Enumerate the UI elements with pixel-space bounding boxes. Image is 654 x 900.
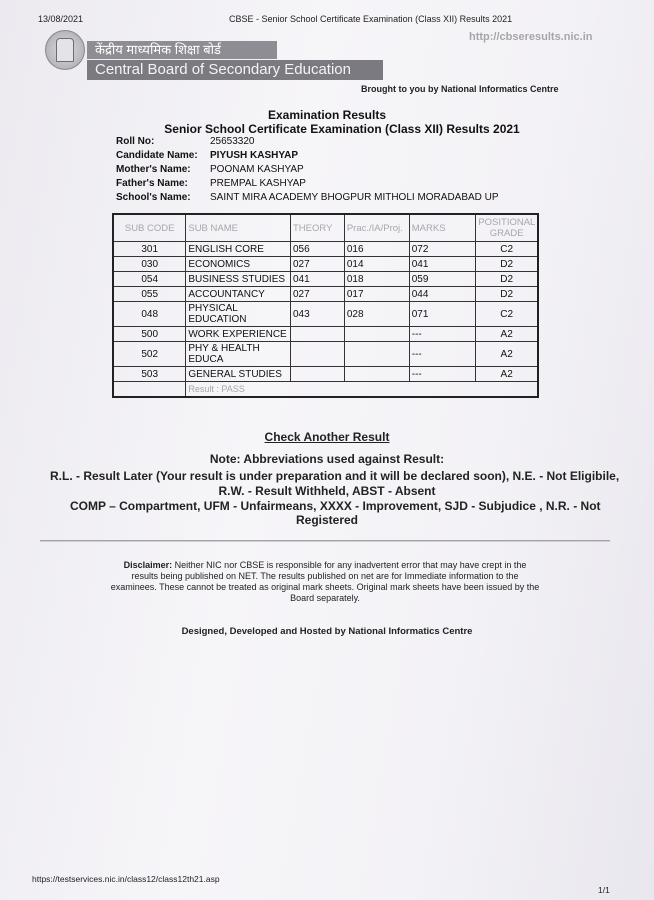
theory-cell: 027 [290,257,344,272]
practical-cell: 028 [344,302,409,327]
theory-cell: 041 [290,272,344,287]
check-another-result-link[interactable]: Check Another Result [264,430,390,444]
grade-cell: D2 [476,272,538,287]
sub-code-cell: 030 [113,257,186,272]
marks-cell: --- [409,342,476,367]
abbreviations-line-1: R.L. - Result Later (Your result is under preparation and it will be declared soon), N.E. - Not Eligibile, [50,469,620,483]
practical-cell [344,342,409,367]
print-footer-url: https://testservices.nic.in/class12/class12th21.asp [32,874,220,884]
candidate-name-value: PIYUSH KASHYAP [210,150,298,161]
header-sub-code: SUB CODE [113,214,186,242]
disclaimer [110,560,540,604]
sub-code-cell: 503 [113,367,186,382]
marks-cell: --- [409,367,476,382]
table-row [113,287,538,302]
sub-code-cell: 301 [113,242,186,257]
disclaimer-text: Neither NIC nor CBSE is responsible for any inadvertent error that may have crept in the results being published on NET. The results published on net are for Immediate information to the examinees. These cannot be treated as original mark sheets. Original mark sheets have been issued by the Board separately. [110,560,540,603]
theory-cell: 056 [290,242,344,257]
table-row [113,327,538,342]
board-name-hindi: केंद्रीय माध्यमिक शिक्षा बोर्ड [87,41,277,59]
marks-cell: 072 [409,242,476,257]
practical-cell: 017 [344,287,409,302]
practical-cell: 018 [344,272,409,287]
theory-cell [290,367,344,382]
marks-cell: 059 [409,272,476,287]
site-url[interactable]: http://cbseresults.nic.in [469,31,593,43]
disclaimer-label: Disclaimer: [123,560,173,570]
marks-table-header [113,214,538,242]
sub-name-cell: ENGLISH CORE [186,242,291,257]
theory-cell [290,342,344,367]
school-name-value: SAINT MIRA ACADEMY BHOGPUR MITHOLI MORADABAD UP [210,192,499,203]
sub-code-cell: 055 [113,287,186,302]
grade-cell: A2 [476,327,538,342]
exam-results-heading: Examination Results [267,108,387,122]
abbreviations-heading: Note: Abbreviations used against Result: [209,452,445,466]
table-row [113,302,538,327]
sub-name-cell: ECONOMICS [186,257,291,272]
header-marks: MARKS [409,214,476,242]
sub-code-cell: 054 [113,272,186,287]
marks-cell: 041 [409,257,476,272]
header-positional-grade: POSITIONAL GRADE [476,214,538,242]
mother-name-value: POONAM KASHYAP [210,164,304,175]
mother-name-label: Mother's Name: [116,164,191,175]
grade-cell: C2 [476,302,538,327]
candidate-name-label: Candidate Name: [116,150,198,161]
sub-name-cell: WORK EXPERIENCE [186,327,291,342]
sub-name-cell: GENERAL STUDIES [186,367,291,382]
theory-cell: 043 [290,302,344,327]
practical-cell [344,367,409,382]
sub-code-cell: 500 [113,327,186,342]
practical-cell: 016 [344,242,409,257]
table-row [113,272,538,287]
theory-cell [290,327,344,342]
abbreviations-line-2: R.W. - Result Withheld, ABST - Absent [218,484,436,498]
table-row [113,367,538,382]
grade-cell: A2 [476,367,538,382]
print-page-number: 1/1 [598,885,610,895]
print-page-title: CBSE - Senior School Certificate Examination (Class XII) Results 2021 [229,14,513,24]
header-practical: Prac./IA/Proj. [344,214,409,242]
marks-cell: 071 [409,302,476,327]
grade-cell: D2 [476,257,538,272]
table-row [113,342,538,367]
divider [40,540,610,542]
roll-value: 25653320 [210,136,255,147]
sub-name-cell: BUSINESS STUDIES [186,272,291,287]
marks-table [112,213,539,398]
cbse-emblem-icon [45,30,85,70]
grade-cell: D2 [476,287,538,302]
table-row [113,257,538,272]
credits-text: Designed, Developed and Hosted by National Informatics Centre [181,626,473,637]
abbreviations-line-4: Registered [295,513,359,527]
board-name-english: Central Board of Secondary Education [87,60,383,80]
roll-label: Roll No: [116,136,155,147]
sub-name-cell: ACCOUNTANCY [186,287,291,302]
exam-name-heading: Senior School Certificate Examination (Class XII) Results 2021 [164,122,520,136]
header-sub-name: SUB NAME [186,214,291,242]
table-row [113,242,538,257]
abbreviations-line-3: COMP – Compartment, UFM - Unfairmeans, XXXX - Improvement, SJD - Subjudice , N.R. - Not [70,499,601,513]
grade-cell: C2 [476,242,538,257]
brought-by-text: Brought to you by National Informatics Centre [361,84,559,94]
father-name-value: PREMPAL KASHYAP [210,178,306,189]
grade-cell: A2 [476,342,538,367]
result-status: Result : PASS [186,382,538,398]
theory-cell: 027 [290,287,344,302]
result-spacer-cell [113,382,186,398]
sub-name-cell: PHY & HEALTH EDUCA [186,342,291,367]
sub-code-cell: 048 [113,302,186,327]
sub-code-cell: 502 [113,342,186,367]
school-name-label: School's Name: [116,192,191,203]
practical-cell: 014 [344,257,409,272]
result-row [113,382,538,398]
sub-name-cell: PHYSICAL EDUCATION [186,302,291,327]
header-theory: THEORY [290,214,344,242]
practical-cell [344,327,409,342]
marks-cell: 044 [409,287,476,302]
father-name-label: Father's Name: [116,178,188,189]
marks-cell: --- [409,327,476,342]
print-date: 13/08/2021 [38,14,84,24]
